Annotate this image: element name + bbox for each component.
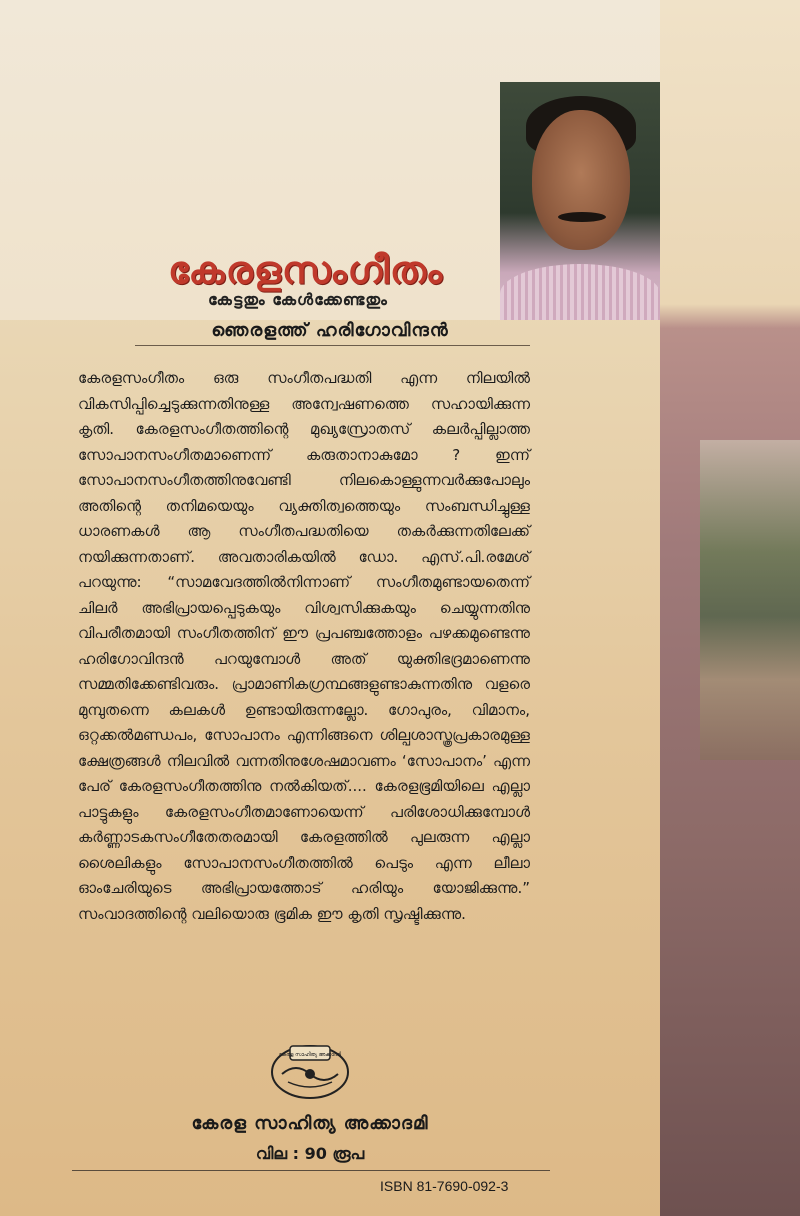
book-title: കേരളസംഗീതം	[168, 248, 444, 292]
seal-lettering: കേരള സാഹിത്യ അക്കാദമി	[278, 1052, 342, 1058]
author-photo	[500, 82, 660, 320]
cover-landscape-image	[700, 440, 800, 760]
academy-seal-icon	[268, 1040, 352, 1100]
blurb-paragraph: കേരളസംഗീതം ഒരു സംഗീതപദ്ധതി എന്ന നിലയിൽ വികസിപ്പിച്ചെടുക്കുന്നതിനുള്ള അന്വേഷണത്തെ സഹായിക്കുന്ന കൃതി. കേരളസംഗീതത്തിന്റെ മുഖ്യസ്രോതസ് കലർപ്പില്ലാത്ത സോപാനസംഗീതമാണെന്ന് കരുതാനാകുമോ ? ഇന്ന് സോപാനസംഗീതത്തിനുവേണ്ടി നിലകൊള്ളുന്നവർക്കുപോലും അതിന്റെ തനിമയെയും വ്യക്തിത്വത്തെയും സംബന്ധിച്ചുള്ള ധാരണകൾ ആ സംഗീതപദ്ധതിയെ തകർക്കുന്നതിലേക്ക് നയിക്കുന്നതാണ്. അവതാരികയിൽ ഡോ. എസ്.പി.രമേശ് പറയുന്നു: “സാമവേദത്തിൽനിന്നാണ് സംഗീതമുണ്ടായതെന്ന് ചിലർ അഭിപ്രായപ്പെടുകയും വിശ്വസിക്കുകയും ചെയ്യുന്നതിനു വിപരീതമായി സംഗീതത്തിന് ഈ പ്രപഞ്ചത്തോളം പഴക്കമുണ്ടെന്നു ഹരിഗോവിന്ദൻ പറയുമ്പോൾ അത് യുക്തിഭദ്രമാണെന്നു സമ്മതിക്കേണ്ടിവരും. പ്രാമാണികഗ്രന്ഥങ്ങളുണ്ടാകുന്നതിനു വളരെ മുമ്പുതന്നെ കലകൾ ഉണ്ടായിരുന്നല്ലോ. ഗോപുരം, വിമാനം, ഒറ്റക്കൽമണ്ഡപം, സോപാനം എന്നിങ്ങനെ ശില്പശാസ്ത്രപ്രകാരമുള്ള ക്ഷേത്രങ്ങൾ നിലവിൽ വന്നതിനുശേഷമാവണം ‘സോപാനം’ എന്ന പേര് കേരളസംഗീതത്തിനു നൽകിയത്.... കേരളഭൂമിയിലെ എല്ലാ പാട്ടുകളും കേരളസംഗീതമാണോയെന്ന് പരിശോധിക്കുമ്പോൾ കർണ്ണാടകസംഗീതേതരമായി കേരളത്തിൽ പുലരുന്ന എല്ലാ ശൈലികളും സോപാനസംഗീതത്തിൽ പെടും എന്ന ലീലാ ഓംചേരിയുടെ അഭിപ്രായത്തോട് ഹരിയും യോജിക്കുന്നു.” സംവാദത്തിന്റെ വലിയൊരു ഭൂമിക ഈ കൃതി സൃഷ്ടിക്കുന്നു.	[78, 369, 530, 923]
price: വില : 90 രൂപ	[255, 1144, 365, 1163]
blurb-text	[78, 366, 530, 927]
isbn: ISBN 81-7690-092-3	[380, 1178, 509, 1194]
publisher-name: കേരള സാഹിത്യ അക്കാദമി	[191, 1113, 429, 1134]
book-subtitle: കേട്ടതും കേൾക്കേണ്ടതും	[208, 290, 388, 309]
divider	[72, 1170, 550, 1171]
author-name: ഞെരളത്ത് ഹരിഗോവിന്ദൻ	[211, 320, 449, 341]
divider	[135, 345, 530, 346]
